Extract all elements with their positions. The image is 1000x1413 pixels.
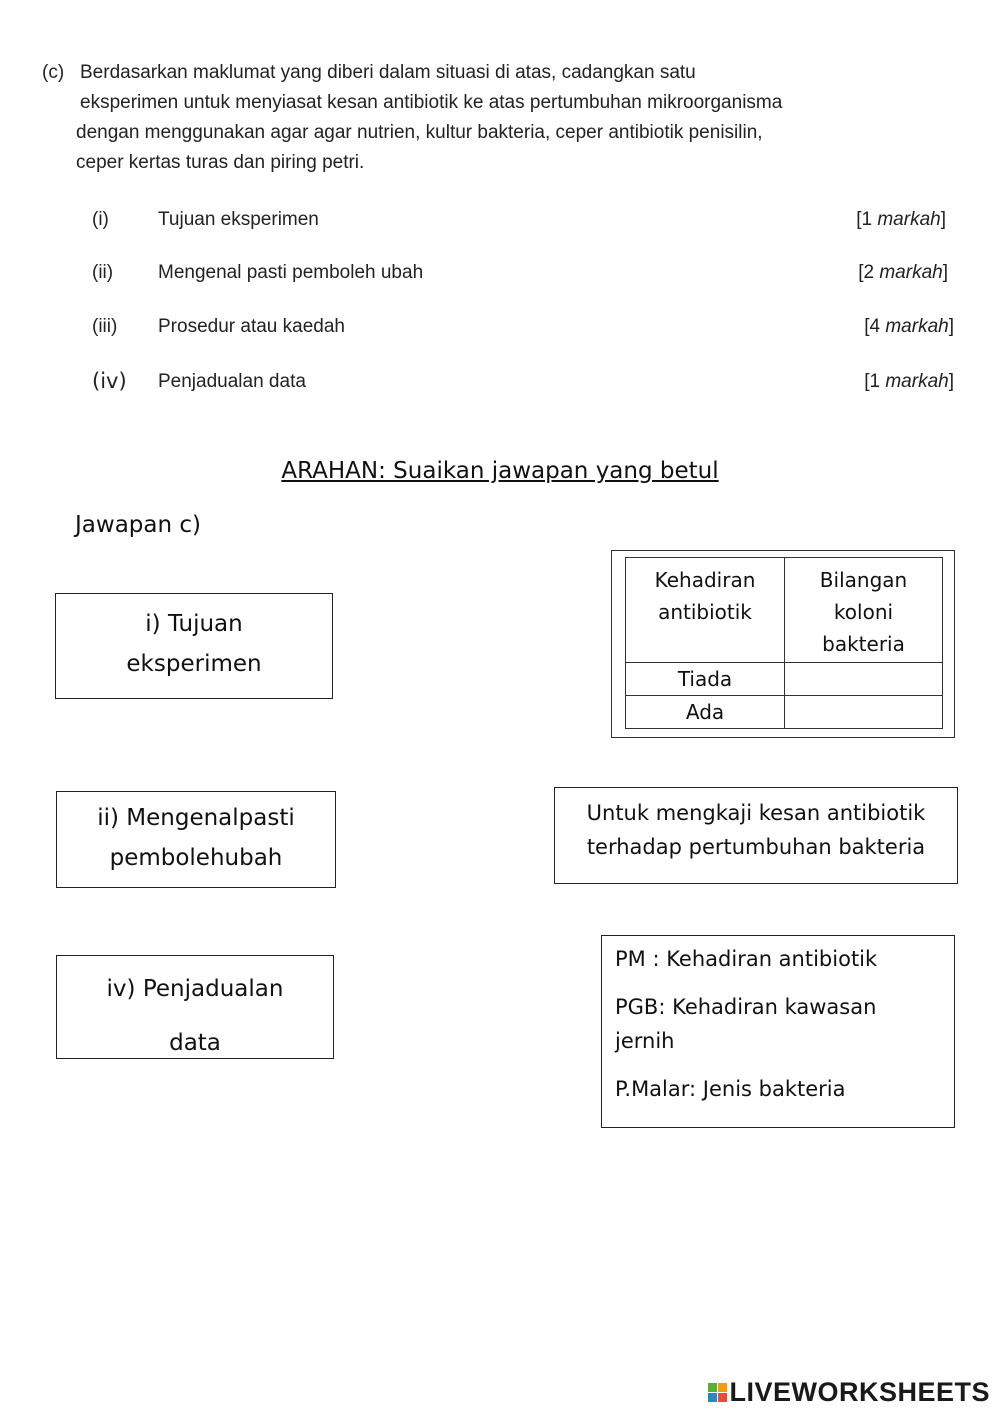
table-header-kehadiran: Kehadiran antibiotik (626, 558, 785, 663)
box-line: i) Tujuan (145, 611, 243, 637)
table-row (626, 696, 943, 729)
box-mengenalpasti-pembolehubah[interactable] (56, 791, 336, 888)
table-cell (785, 696, 943, 729)
box-line: iv) Penjadualan (106, 976, 284, 1002)
box-penjadualan-data[interactable] (56, 955, 334, 1059)
answer-line: PGB: Kehadiran kawasan (615, 995, 877, 1019)
box-line: ii) Mengenalpasti (97, 805, 295, 831)
table-cell: Ada (626, 696, 785, 729)
part-number: (iv) (92, 369, 127, 393)
answer-line: P.Malar: Jenis bakteria (615, 1077, 846, 1101)
answer-line: Untuk mengkaji kesan antibiotik (586, 801, 926, 825)
intro-line-4: ceper kertas turas dan piring petri. (76, 152, 365, 173)
table-row (626, 663, 943, 696)
box-tujuan-eksperimen[interactable] (55, 593, 333, 699)
intro-line-3: dengan menggunakan agar agar nutrien, kultur bakteria, ceper antibiotik penisilin, (76, 122, 763, 143)
question-label: (c) (42, 62, 65, 83)
part-number: (ii) (92, 262, 114, 283)
intro-line-1: Berdasarkan maklumat yang diberi dalam situasi di atas, cadangkan satu (80, 62, 696, 83)
table-header-bilangan: Bilangan koloni bakteria (785, 558, 943, 663)
intro-line-2: eksperimen untuk menyiasat kesan antibiotik ke atas pertumbuhan mikroorganisma (80, 92, 783, 113)
table-cell (785, 663, 943, 696)
logo-icon (708, 1383, 727, 1402)
part-marks: [1 markah] (856, 209, 946, 230)
box-line: data (169, 1030, 221, 1056)
part-text: Penjadualan data (158, 371, 306, 392)
answer-line: jernih (615, 1029, 675, 1053)
part-text: Tujuan eksperimen (158, 209, 319, 230)
box-line: eksperimen (126, 651, 262, 677)
table-cell: Tiada (626, 663, 785, 696)
question-intro (42, 58, 952, 178)
answer-line: terhadap pertumbuhan bakteria (586, 835, 926, 859)
box-line: pembolehubah (109, 845, 283, 871)
part-marks: [2 markah] (858, 262, 948, 283)
part-number: (i) (92, 209, 109, 230)
part-marks: [4 markah] (864, 316, 954, 337)
part-text: Prosedur atau kaedah (158, 316, 345, 337)
data-table (625, 557, 943, 729)
answer-card-tujuan[interactable] (554, 787, 958, 884)
part-number: (iii) (92, 316, 118, 337)
question-part-iv (92, 369, 954, 399)
question-part-ii (92, 262, 954, 292)
question-part-i (92, 209, 954, 239)
answer-line: PM : Kehadiran antibiotik (615, 947, 878, 971)
instruction-heading: ARAHAN: Suaikan jawapan yang betul (281, 458, 719, 484)
answer-heading: Jawapan c) (75, 512, 201, 538)
question-part-iii (92, 316, 954, 346)
part-text: Mengenal pasti pemboleh ubah (158, 262, 424, 283)
answer-table-card[interactable] (611, 550, 955, 738)
answer-card-pembolehubah[interactable] (601, 935, 955, 1128)
part-marks: [1 markah] (864, 371, 954, 392)
logo-text: LIVEWORKSHEETS (729, 1377, 990, 1407)
liveworksheets-logo (708, 1377, 990, 1408)
